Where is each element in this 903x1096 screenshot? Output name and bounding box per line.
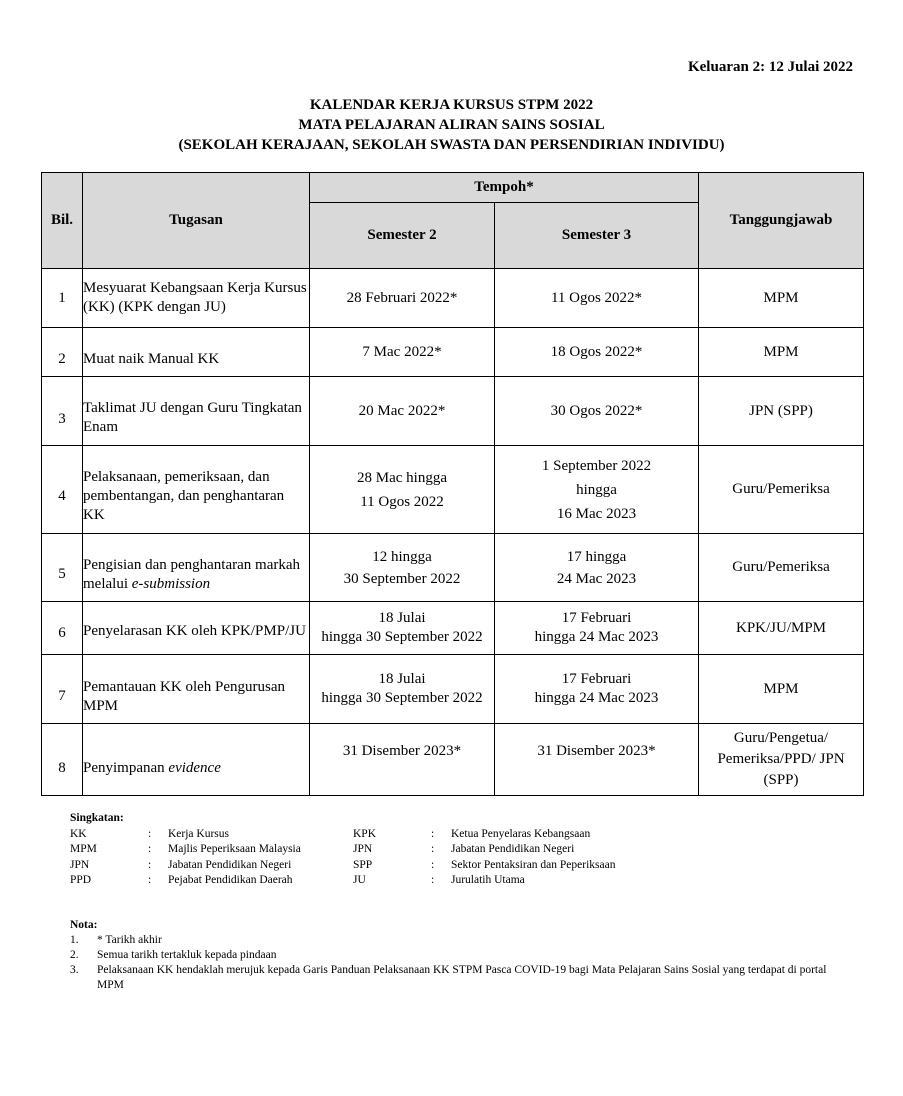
abbreviations-heading: Singkatan: (70, 812, 124, 824)
row-task: Mesyuarat Kebangsaan Kerja Kursus (KK) (KPK dengan JU) (83, 269, 310, 328)
abbr-sep: : (431, 843, 435, 855)
responsibility-line: (SPP) (763, 772, 799, 788)
row-number: 6 (42, 602, 83, 655)
row-responsibility: Guru/Pemeriksa (699, 446, 864, 534)
row-semester-2: 31 Disember 2023* (310, 724, 495, 796)
row-responsibility: MPM (699, 655, 864, 724)
row-responsibility: MPM (699, 269, 864, 328)
header-tanggungjawab: Tanggungjawab (699, 173, 864, 269)
row-semester-2: 7 Mac 2022* (310, 328, 495, 377)
abbreviations-list (70, 827, 711, 889)
note-item (70, 963, 850, 993)
abbr-code: MPM (70, 843, 97, 855)
semester-3-line: 17 hingga (566, 548, 627, 565)
table-row (42, 724, 864, 796)
row-number: 4 (42, 446, 83, 534)
row-task: Penyelarasan KK oleh KPK/PMP/JU (83, 602, 310, 655)
task-text-italic: evidence (168, 760, 221, 776)
note-number: 2. (70, 949, 79, 961)
abbr-code: JPN (70, 858, 90, 871)
header-bil: Bil. (42, 173, 83, 269)
row-semester-3 (495, 446, 699, 534)
document-title (0, 95, 903, 155)
row-semester-2: 20 Mac 2022* (310, 377, 495, 446)
abbr-meaning: Pejabat Pendidikan Daerah (168, 874, 293, 886)
row-responsibility: KPK/JU/MPM (699, 602, 864, 655)
semester-3-line: hingga 24 Mac 2023 (534, 629, 659, 645)
row-semester-3: 31 Disember 2023* (495, 724, 699, 796)
abbr-code: JU (353, 874, 366, 886)
note-text: Pelaksanaan KK hendaklah merujuk kepada Garis Panduan Pelaksanaan KK STPM Pasca COVID-19 bagi Mata Pelajaran Sains Sosial yang terdapat di portal MPM (97, 964, 827, 991)
table-row (42, 446, 864, 534)
responsibility-line: Guru/Pengetua/ (733, 730, 829, 746)
row-semester-2: 28 Februari 2022* (310, 269, 495, 328)
abbr-meaning: Ketua Penyelaras Kebangsaan (451, 827, 591, 840)
header-tempoh: Tempoh* (310, 173, 699, 203)
table-row (42, 328, 864, 377)
row-responsibility: MPM (699, 328, 864, 377)
semester-3-line: 17 Februari (561, 671, 632, 687)
header-semester-3: Semester 3 (495, 203, 699, 269)
semester-3-line: 24 Mac 2023 (556, 570, 637, 587)
semester-3-line: 17 Februari (561, 610, 632, 626)
semester-2-line: 11 Ogos 2022 (360, 493, 444, 510)
abbr-meaning: Jabatan Pendidikan Negeri (451, 843, 575, 855)
row-task: Muat naik Manual KK (83, 328, 310, 377)
note-item (70, 933, 850, 948)
issue-date: Keluaran 2: 12 Julai 2022 (687, 59, 853, 75)
row-responsibility: JPN (SPP) (699, 377, 864, 446)
abbreviations (70, 811, 711, 889)
table-row (42, 655, 864, 724)
abbr-meaning: Jabatan Pendidikan Negeri (168, 858, 292, 871)
abbr-code: JPN (353, 843, 373, 855)
abbr-meaning: Kerja Kursus (168, 827, 229, 840)
row-number: 5 (42, 534, 83, 602)
semester-2-line: hingga 30 September 2022 (321, 629, 483, 645)
semester-2-line: 12 hingga (372, 548, 432, 565)
row-task (83, 534, 310, 602)
abbr-sep: : (148, 843, 152, 855)
semester-3-line: hingga 24 Mac 2023 (534, 690, 659, 706)
row-semester-3: 11 Ogos 2022* (495, 269, 699, 328)
row-task: Taklimat JU dengan Guru Tingkatan Enam (83, 377, 310, 446)
row-task: Pelaksanaan, pemeriksaan, dan pembentangan, dan penghantaran KK (83, 446, 310, 534)
note-item (70, 948, 850, 963)
abbr-sep: : (148, 827, 152, 840)
semester-3-line: hingga (576, 481, 617, 498)
table-row (42, 269, 864, 328)
abbr-code: KK (70, 827, 87, 840)
semester-2-line: 28 Mac hingga (357, 469, 447, 486)
task-text: Penyimpanan (83, 760, 169, 776)
row-number: 7 (42, 655, 83, 724)
row-number: 2 (42, 328, 83, 377)
abbr-sep: : (148, 858, 152, 871)
row-task (83, 724, 310, 796)
semester-2-line: 18 Julai (378, 610, 426, 626)
responsibility-line: Pemeriksa/PPD/ JPN (717, 751, 845, 767)
title-line-3: (SEKOLAH KERAJAAN, SEKOLAH SWASTA DAN PERSENDIRIAN INDIVIDU) (178, 137, 725, 153)
note-text: * Tarikh akhir (97, 934, 162, 946)
row-semester-3 (495, 534, 699, 602)
row-semester-3: 18 Ogos 2022* (495, 328, 699, 377)
title-line-2: MATA PELAJARAN ALIRAN SAINS SOSIAL (298, 117, 605, 133)
semester-2-line: 18 Julai (378, 671, 426, 687)
abbr-sep: : (148, 874, 152, 886)
task-text: Pengisian dan penghantaran markah melalui (83, 556, 301, 592)
abbr-sep: : (431, 874, 435, 886)
row-number: 1 (42, 269, 83, 328)
row-number: 3 (42, 377, 83, 446)
row-semester-3: 30 Ogos 2022* (495, 377, 699, 446)
header-semester-2: Semester 2 (310, 203, 495, 269)
row-semester-2 (310, 655, 495, 724)
row-semester-2 (310, 602, 495, 655)
abbr-meaning: Sektor Pentaksiran dan Peperiksaan (451, 858, 616, 871)
row-semester-2 (310, 534, 495, 602)
table-row (42, 534, 864, 602)
abbr-code: SPP (353, 858, 373, 871)
row-semester-3 (495, 602, 699, 655)
calendar-table (41, 172, 864, 796)
row-number: 8 (42, 724, 83, 796)
note-number: 1. (70, 934, 79, 946)
abbr-meaning: Jurulatih Utama (451, 874, 525, 886)
semester-2-line: hingga 30 September 2022 (321, 690, 483, 706)
note-number: 3. (70, 964, 79, 976)
table-row (42, 377, 864, 446)
abbr-code: KPK (353, 827, 377, 840)
abbr-code: PPD (70, 874, 92, 886)
row-responsibility: Guru/Pemeriksa (699, 534, 864, 602)
abbr-sep: : (431, 827, 435, 840)
notes (70, 918, 850, 993)
abbr-meaning: Majlis Peperiksaan Malaysia (168, 843, 301, 855)
header-tugasan: Tugasan (83, 173, 310, 269)
row-task: Pemantauan KK oleh Pengurusan MPM (83, 655, 310, 724)
notes-heading: Nota: (70, 919, 98, 931)
title-line-1: KALENDAR KERJA KURSUS STPM 2022 (309, 97, 594, 113)
semester-2-line: 30 September 2022 (343, 570, 461, 587)
abbr-sep: : (431, 858, 435, 871)
semester-3-line: 16 Mac 2023 (556, 505, 637, 522)
table-row (42, 602, 864, 655)
task-text-italic: e-submission (131, 575, 211, 592)
row-semester-2 (310, 446, 495, 534)
semester-3-line: 1 September 2022 (541, 457, 652, 474)
row-responsibility (699, 724, 864, 796)
note-text: Semua tarikh tertakluk kepada pindaan (97, 949, 277, 961)
row-semester-3 (495, 655, 699, 724)
